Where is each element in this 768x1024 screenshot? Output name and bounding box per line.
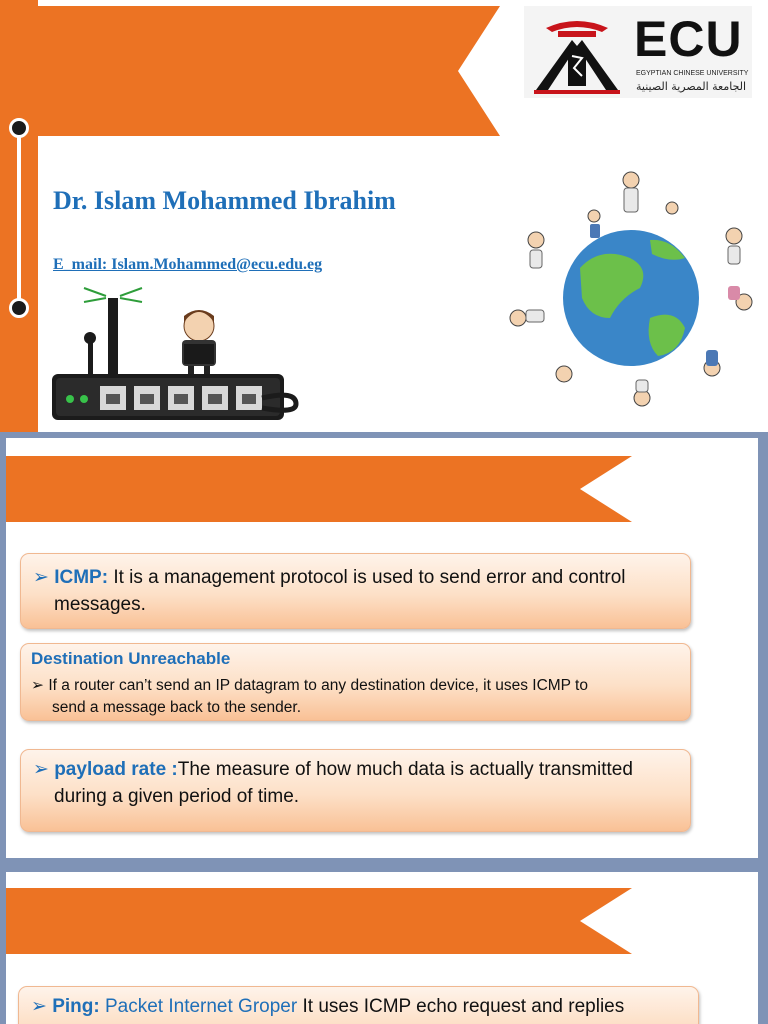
logo-name-ar: الجامعة المصرية الصينية	[636, 80, 747, 93]
instructor-name: Dr. Islam Mohammed Ibrahim	[53, 186, 396, 215]
timeline-dot-bottom	[9, 298, 29, 318]
destination-unreachable-box	[20, 643, 691, 721]
payload-rate-line2: during a given period of time.	[54, 786, 300, 807]
title-banner	[38, 6, 500, 136]
ping-keyword: Ping:	[52, 996, 100, 1017]
destination-unreachable-line1: If a router can’t send an IP datagram to any destination device, it uses ICMP to	[48, 677, 588, 694]
ping-expansion: Packet Internet Groper	[104, 996, 298, 1017]
timeline-line	[17, 128, 21, 308]
instructor-email-link[interactable]: E_mail: Islam.Mohammed@ecu.edu.eg	[53, 256, 323, 273]
pagoda-logo-icon	[524, 6, 630, 98]
logo-name-en: EGYPTIAN CHINESE UNIVERSITY	[636, 70, 749, 77]
icmp-definition-line2: messages.	[54, 594, 146, 615]
globe-people-illustration-icon	[500, 168, 762, 426]
title-slide	[0, 0, 768, 432]
icmp-definition-line1: It is a management protocol is used to send error and control	[113, 567, 626, 588]
destination-unreachable-title: Destination Unreachable	[31, 649, 231, 668]
content-slide-icmp	[6, 438, 758, 858]
ping-definition-box	[18, 986, 699, 1024]
timeline-dot-top	[9, 118, 29, 138]
university-logo	[524, 6, 752, 98]
bullet-arrow-icon: ➢	[33, 567, 49, 588]
router-illustration-icon	[50, 280, 310, 430]
bullet-arrow-icon: ➢	[31, 996, 47, 1017]
payload-rate-box	[20, 749, 691, 832]
section-banner	[6, 888, 632, 954]
bullet-arrow-icon: ➢	[31, 677, 44, 694]
icmp-definition-box	[20, 553, 691, 629]
bullet-arrow-icon: ➢	[33, 759, 49, 780]
section-banner	[6, 456, 632, 522]
destination-unreachable-line2: send a message back to the sender.	[52, 699, 302, 716]
content-slide-ping	[6, 872, 758, 1024]
payload-rate-keyword: payload rate :	[54, 759, 178, 780]
payload-rate-line1: The measure of how much data is actually transmitted	[177, 759, 633, 780]
ping-definition-text: It uses ICMP echo request and replies	[302, 996, 625, 1017]
logo-abbr: ECU	[634, 11, 743, 67]
icmp-keyword: ICMP:	[54, 567, 109, 588]
